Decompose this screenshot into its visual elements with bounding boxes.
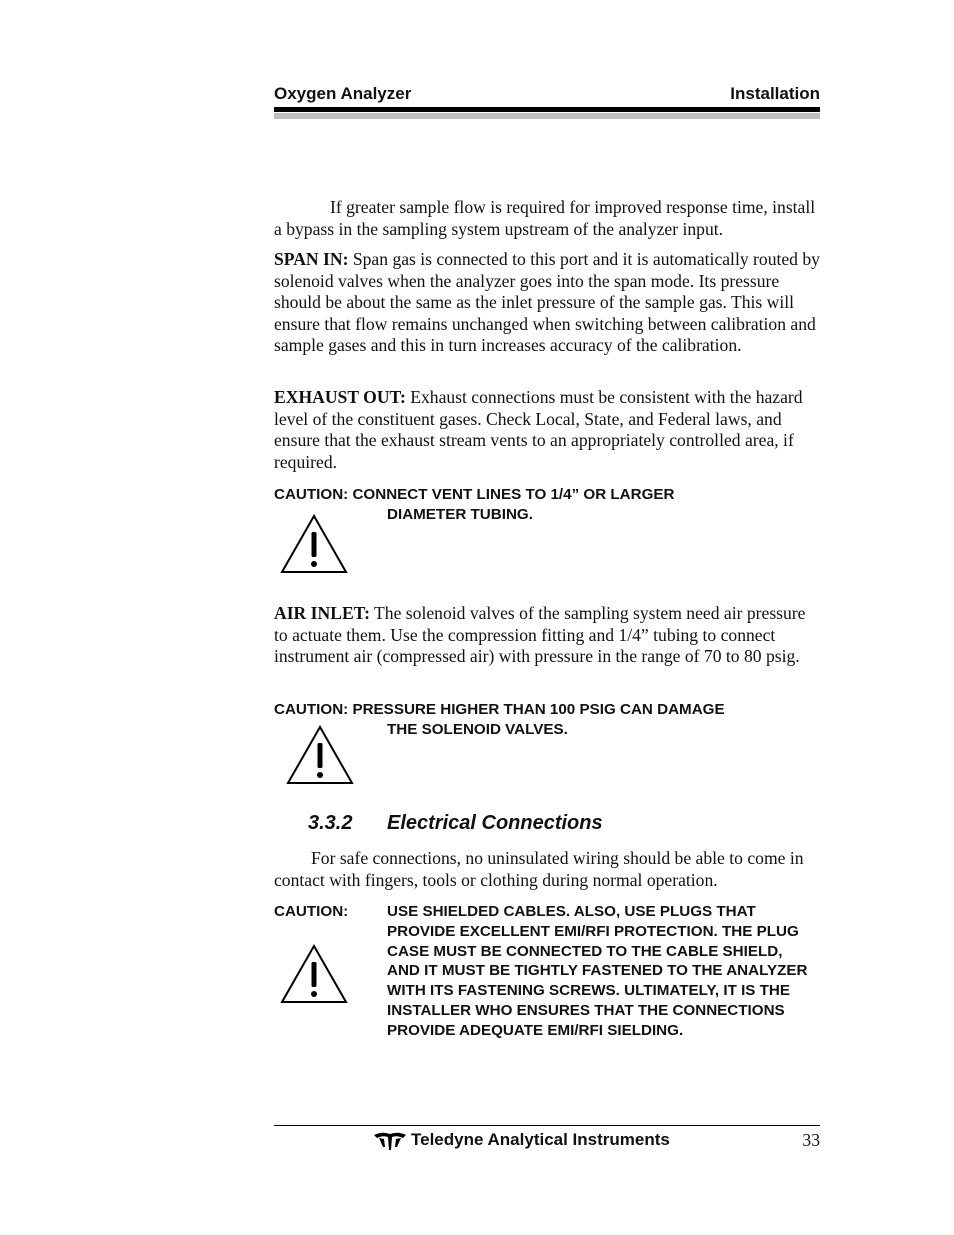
span-in-label: SPAN IN: [274, 249, 349, 269]
page-number: 33 [802, 1130, 820, 1150]
teledyne-logo-icon [373, 1131, 407, 1151]
header-rule [274, 107, 820, 112]
section-heading [308, 812, 603, 835]
air-inlet-label: AIR INLET: [274, 603, 370, 623]
air-inlet-paragraph [274, 603, 822, 668]
span-in-paragraph [274, 249, 822, 357]
span-in-text: Span gas is connected to this port and it is automatically routed by solenoid valves when the analyzer goes into the span mode. Its pressure should be about the same as the inlet pressure of the sample gas. This will ensure that flow remains unchanged when switching between calibration and sample gases and this in turn increases accuracy of the calibration. [274, 249, 820, 355]
warning-triangle-icon [285, 724, 355, 786]
electrical-paragraph: For safe connections, no uninsulated wiring should be able to come in contact with fingers, tools or clothing during normal operation. [274, 848, 804, 890]
footer-company: Teledyne Analytical Instruments [411, 1130, 670, 1149]
exhaust-out-label: EXHAUST OUT: [274, 387, 406, 407]
warning-triangle-icon [279, 513, 349, 575]
caution-vent-line1: CAUTION: CONNECT VENT LINES TO 1/4” OR LARGER [274, 486, 675, 503]
warning-triangle-icon [279, 943, 349, 1005]
caution-pressure-line1: CAUTION: PRESSURE HIGHER THAN 100 PSIG CAN DAMAGE [274, 701, 725, 718]
section-title: Electrical Connections [387, 812, 603, 834]
caution-vent-line2: DIAMETER TUBING. [387, 506, 533, 523]
exhaust-out-paragraph [274, 387, 822, 473]
caution-shield-label: CAUTION: [274, 903, 349, 920]
exhaust-out-text: Exhaust connections must be consistent with the hazard level of the constituent gases. Check Local, State, and Federal laws, and ensure that the exhaust stream vents to an appropriately controlled area, if required. [274, 387, 803, 472]
section-number: 3.3.2 [308, 812, 353, 834]
caution-pressure-line2: THE SOLENOID VALVES. [387, 721, 568, 738]
header-title: Oxygen Analyzer [274, 84, 412, 103]
header-shadow-rule [274, 113, 820, 119]
header-section: Installation [730, 84, 820, 103]
caution-shield-text: USE SHIELDED CABLES. ALSO, USE PLUGS THAT PROVIDE EXCELLENT EMI/RFI PROTECTION. THE PLUG CASE MUST BE CONNECTED TO THE CABLE SHIELD, AND IT MUST BE TIGHTLY FASTENED TO THE ANALYZER WITH ITS FASTENING SCREWS. ULTIMATELY, IT IS THE INSTALLER WHO ENSURES THAT THE CONNECTIONS PROVIDE ADEQUATE EMI/RFI SIELDING. [387, 903, 808, 1039]
footer-rule [274, 1125, 820, 1126]
bypass-paragraph: If greater sample flow is required for improved response time, install a bypass in the sampling system upstream of the analyzer input. [274, 197, 816, 239]
air-inlet-text: The solenoid valves of the sampling system need air pressure to actuate them. Use the compression fitting and 1/4” tubing to connect instrument air (compressed air) with pressure in the range of 70 to 80 psig. [274, 603, 806, 666]
